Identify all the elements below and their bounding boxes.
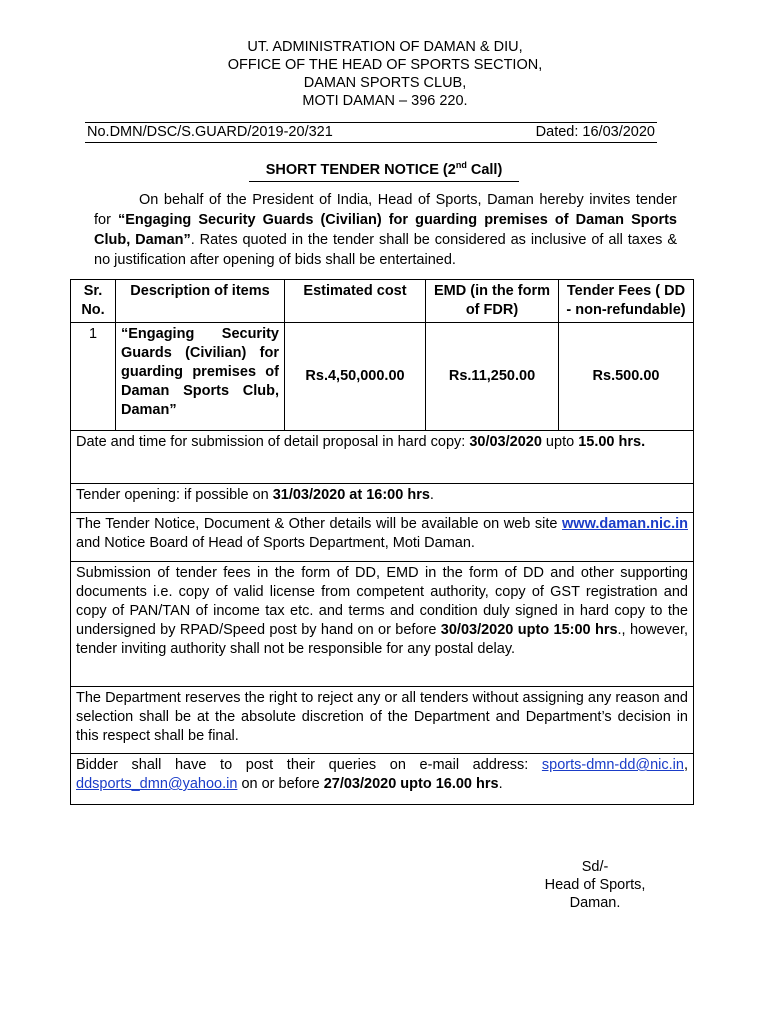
reference-line: [85, 122, 657, 143]
opening-row: [71, 484, 694, 513]
table-header-row: [71, 280, 694, 323]
header-tender-fees: Tender Fees ( DD - non-refundable): [559, 280, 694, 323]
signature-block: [520, 858, 670, 912]
table-row: [71, 323, 694, 431]
header-estimated-cost: Estimated cost: [285, 280, 426, 323]
intro-paragraph: [94, 190, 677, 270]
header-description: Description of items: [116, 280, 285, 323]
title-superscript: nd: [455, 160, 467, 170]
header-emd: EMD (in the form of FDR): [426, 280, 559, 323]
signature-sd: Sd/-: [581, 859, 609, 875]
submission-row: [71, 431, 694, 484]
reserve-row: [71, 687, 694, 754]
cell-emd: Rs.11,250.00: [426, 323, 559, 431]
reference-number: No.DMN/DSC/S.GUARD/2019-20/321: [87, 124, 333, 140]
notice-title: [249, 155, 519, 182]
cell-description: “Engaging Security Guards (Civilian) for guarding premises of Daman Sports Club, Daman”: [116, 323, 285, 431]
opening-note: Tender opening: if possible on 31/03/2020 at 16:00 hrs.: [71, 484, 694, 513]
fees-note: Submission of tender fees in the form of DD, EMD in the form of DD and other supporting documents i.e. copy of valid license from competent authority, copy of GST registration and copy of PAN/TAN of income tax etc. and terms and condition duly signed in hard copy to the undersigned by RPAD/Speed post by hand on or before 30/03/2020 upto 15:00 hrs., however, tender inviting authority shall not be responsible for any postal delay.: [71, 562, 694, 687]
cell-sr: 1: [71, 323, 116, 431]
cell-estimated-cost: Rs.4,50,000.00: [285, 323, 426, 431]
email-link-yahoo[interactable]: ddsports_dmn@yahoo.in: [76, 776, 238, 792]
reference-date: Dated: 16/03/2020: [535, 124, 655, 140]
queries-note: Bidder shall have to post their queries on e-mail address: sports-dmn-dd@nic.in, ddsports_dmn@yahoo.in on or before 27/03/2020 upto 16.00 hrs.: [71, 754, 694, 805]
header-line-2: OFFICE OF THE HEAD OF SPORTS SECTION,: [227, 57, 543, 73]
tender-table: [70, 279, 694, 805]
signature-place: Daman.: [569, 895, 621, 911]
cell-fees: Rs.500.00: [559, 323, 694, 431]
signature-title: Head of Sports,: [544, 877, 646, 893]
title-text: SHORT TENDER NOTICE (2: [265, 161, 456, 178]
fees-row: [71, 562, 694, 687]
header-line-4: MOTI DAMAN – 396 220.: [302, 93, 468, 109]
document-header: [0, 38, 770, 110]
intro-bold: “Engaging Security Guards (Civilian) for guarding premises of Daman Sports Club, Daman”: [94, 212, 677, 248]
submission-note: Date and time for submission of detail proposal in hard copy: 30/03/2020 upto 15.00 hrs.: [71, 431, 694, 484]
header-line-1: UT. ADMINISTRATION OF DAMAN & DIU,: [247, 39, 523, 55]
title-suffix: Call): [466, 161, 503, 178]
header-line-3: DAMAN SPORTS CLUB,: [303, 75, 467, 91]
website-row: [71, 513, 694, 562]
website-link[interactable]: www.daman.nic.in: [562, 516, 688, 532]
reserve-note: The Department reserves the right to reject any or all tenders without assigning any reason and selection shall be at the absolute discretion of the Department and Department’s decision in this respect shall be final.: [71, 687, 694, 754]
header-sr-no: Sr. No.: [71, 280, 116, 323]
queries-row: [71, 754, 694, 805]
intro-text: On behalf of the President of India, Head of Sports, Daman hereby invites tender for: [94, 192, 677, 228]
intro-text-end: . Rates quoted in the tender shall be considered as inclusive of all taxes & no justification after opening of bids shall be entertained.: [94, 232, 677, 268]
email-link-nic[interactable]: sports-dmn-dd@nic.in: [541, 757, 684, 773]
website-note: The Tender Notice, Document & Other details will be available on web site www.daman.nic.in and Notice Board of Head of Sports Department, Moti Daman.: [71, 513, 694, 562]
